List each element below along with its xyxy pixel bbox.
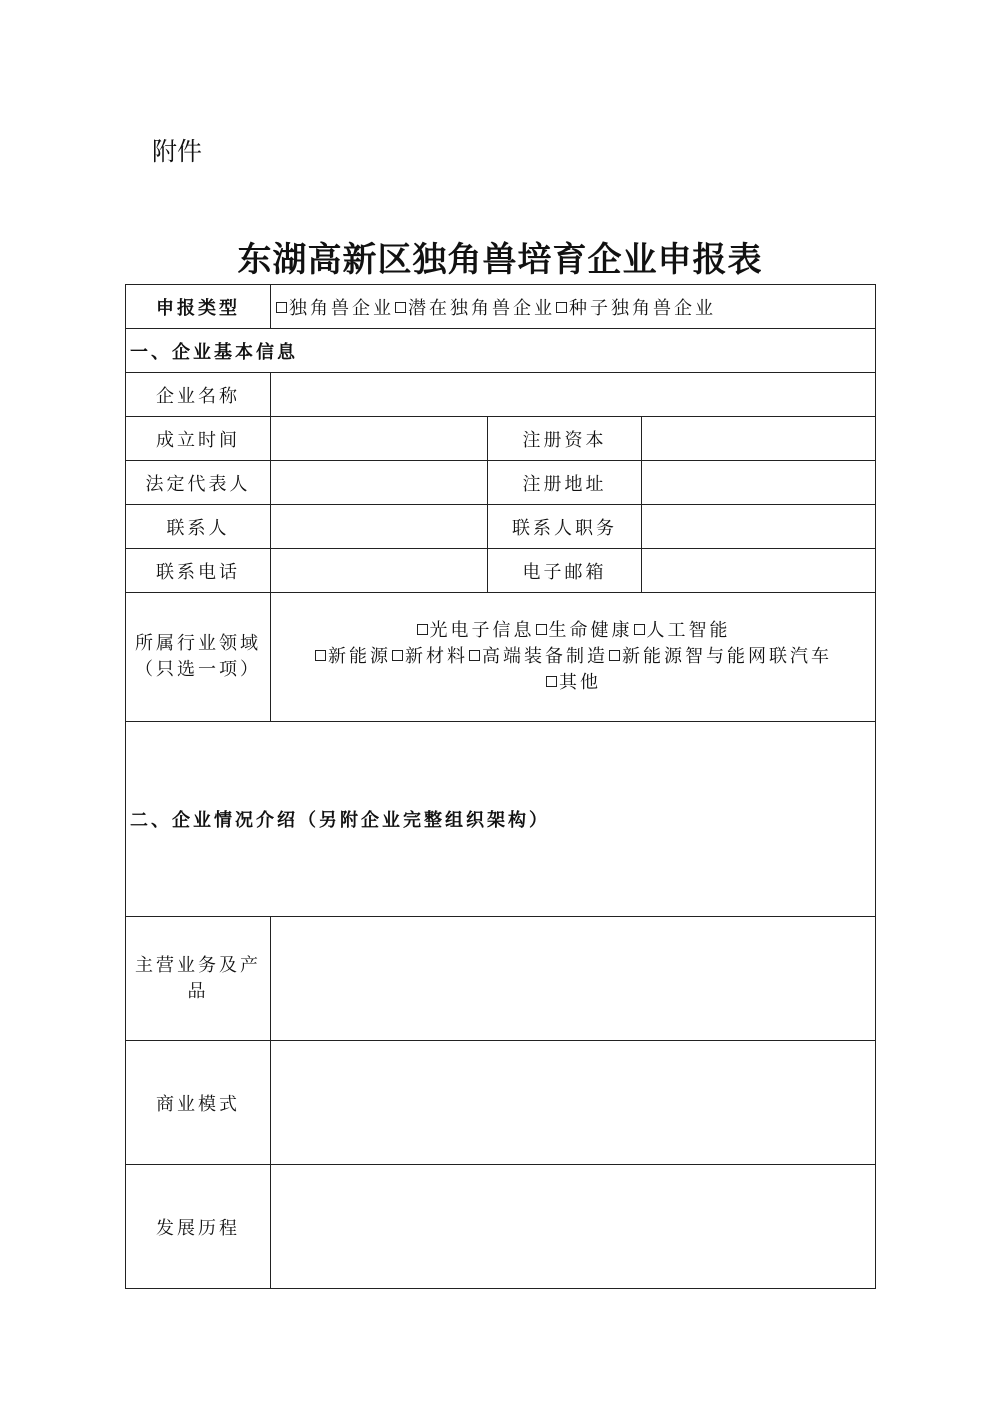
phone-label: 联系电话	[126, 549, 271, 593]
option-life-health: 生命健康	[548, 620, 633, 641]
email-label: 电子邮箱	[488, 549, 642, 593]
capital-label: 注册资本	[488, 417, 642, 461]
main-business-label-line2: 品	[187, 980, 209, 1002]
industry-options-line2	[275, 644, 871, 670]
application-form-table	[125, 284, 876, 1289]
option-optoelectronics: 光电子信息	[429, 620, 535, 641]
checkbox-unicorn[interactable]	[276, 302, 287, 313]
founded-row	[126, 417, 876, 461]
checkbox-high-end-equipment[interactable]	[469, 650, 480, 661]
business-model-field[interactable]	[271, 1041, 876, 1165]
email-field[interactable]	[642, 549, 876, 593]
declaration-type-options	[271, 285, 876, 329]
legal-rep-field[interactable]	[271, 461, 488, 505]
contact-row	[126, 505, 876, 549]
founded-field[interactable]	[271, 417, 488, 461]
checkbox-seed-unicorn[interactable]	[556, 302, 567, 313]
legal-rep-row	[126, 461, 876, 505]
attachment-label: 附件	[152, 137, 203, 166]
industry-label	[126, 593, 271, 722]
main-business-row	[126, 917, 876, 1041]
declaration-type-label: 申报类型	[126, 285, 271, 329]
checkbox-connected-vehicles[interactable]	[609, 650, 620, 661]
industry-row	[126, 593, 876, 722]
legal-rep-label: 法定代表人	[126, 461, 271, 505]
option-seed-unicorn: 种子独角兽企业	[569, 297, 716, 319]
contact-label: 联系人	[126, 505, 271, 549]
history-field[interactable]	[271, 1165, 876, 1289]
section2-heading: 二、企业情况介绍（另附企业完整组织架构）	[126, 722, 876, 917]
industry-options-line3	[275, 670, 871, 696]
company-name-row	[126, 373, 876, 417]
checkbox-new-energy[interactable]	[315, 650, 326, 661]
checkbox-new-materials[interactable]	[392, 650, 403, 661]
main-business-label-line1: 主营业务及产	[135, 954, 261, 976]
checkbox-other[interactable]	[546, 676, 557, 687]
company-name-label: 企业名称	[126, 373, 271, 417]
business-model-label: 商业模式	[126, 1041, 271, 1165]
capital-field[interactable]	[642, 417, 876, 461]
history-row	[126, 1165, 876, 1289]
phone-field[interactable]	[271, 549, 488, 593]
section1-heading: 一、企业基本信息	[126, 329, 876, 373]
address-label: 注册地址	[488, 461, 642, 505]
declaration-type-row	[126, 285, 876, 329]
section1-heading-row	[126, 329, 876, 373]
phone-row	[126, 549, 876, 593]
industry-options	[271, 593, 876, 722]
option-other: 其他	[559, 672, 601, 693]
checkbox-ai[interactable]	[634, 624, 645, 635]
checkbox-potential-unicorn[interactable]	[395, 302, 406, 313]
founded-label: 成立时间	[126, 417, 271, 461]
industry-options-line1	[275, 618, 871, 644]
option-unicorn: 独角兽企业	[289, 297, 394, 319]
industry-label-line1: 所属行业领域	[135, 633, 261, 654]
history-label: 发展历程	[126, 1165, 271, 1289]
section2-row	[126, 722, 876, 917]
option-new-materials: 新材料	[405, 646, 468, 667]
option-ai: 人工智能	[646, 620, 731, 641]
address-field[interactable]	[642, 461, 876, 505]
option-connected-vehicles: 新能源智与能网联汽车	[622, 646, 832, 667]
contact-field[interactable]	[271, 505, 488, 549]
option-high-end-equipment: 高端装备制造	[482, 646, 608, 667]
main-business-label	[126, 917, 271, 1041]
checkbox-optoelectronics[interactable]	[417, 624, 428, 635]
main-business-field[interactable]	[271, 917, 876, 1041]
company-name-field[interactable]	[271, 373, 876, 417]
industry-label-line2: （只选一项）	[135, 659, 261, 680]
checkbox-life-health[interactable]	[536, 624, 547, 635]
business-model-row	[126, 1041, 876, 1165]
option-potential-unicorn: 潜在独角兽企业	[408, 297, 555, 319]
option-new-energy: 新能源	[328, 646, 391, 667]
contact-title-field[interactable]	[642, 505, 876, 549]
form-title: 东湖高新区独角兽培育企业申报表	[237, 240, 763, 280]
contact-title-label: 联系人职务	[488, 505, 642, 549]
